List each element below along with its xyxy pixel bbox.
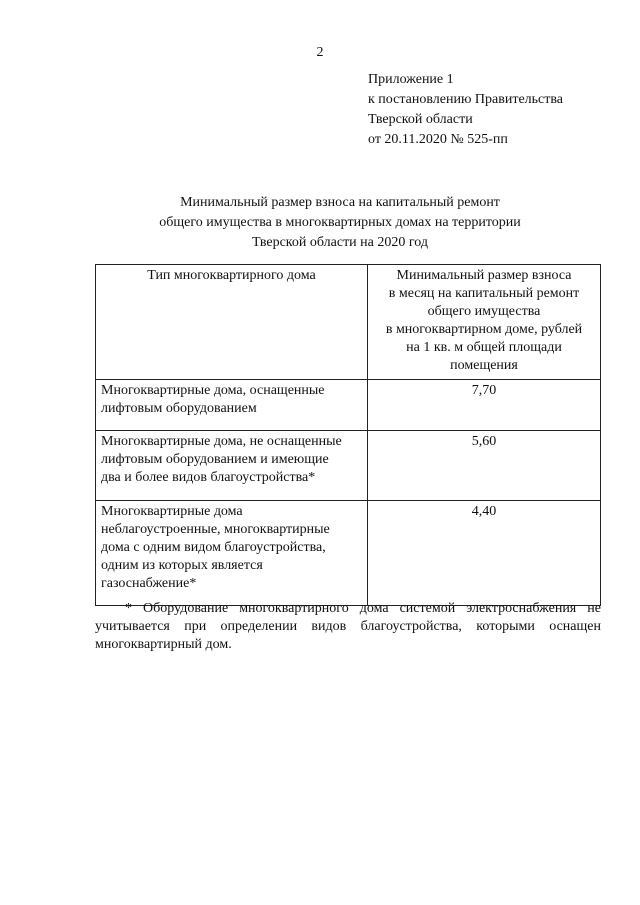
title-line: Минимальный размер взноса на капитальный ремонт bbox=[180, 195, 500, 210]
appendix-line: Тверской области bbox=[368, 112, 473, 127]
appendix-line: Приложение 1 bbox=[368, 72, 454, 87]
table-row bbox=[96, 380, 601, 431]
cell-line: Многоквартирные дома, не оснащенные bbox=[101, 434, 342, 449]
header-min-contribution bbox=[368, 265, 601, 380]
header-line: общего имущества bbox=[427, 304, 541, 319]
table-header-row bbox=[96, 265, 601, 380]
appendix-line: к постановлению Правительства bbox=[368, 92, 564, 107]
building-type-cell bbox=[96, 431, 368, 501]
page-number: 2 bbox=[316, 45, 324, 60]
building-type-cell bbox=[96, 501, 368, 606]
cell-line: одним из которых является bbox=[101, 558, 263, 573]
header-line: в многоквартирном доме, рублей bbox=[385, 322, 583, 337]
title-line: Тверской области на 2020 год bbox=[251, 235, 428, 250]
building-type-cell bbox=[96, 380, 368, 431]
header-line: помещения bbox=[450, 358, 518, 373]
header-building-type: Тип многоквартирного дома bbox=[96, 265, 368, 380]
rates-table bbox=[95, 264, 601, 606]
appendix-reference bbox=[368, 70, 628, 150]
cell-line: дома с одним видом благоустройства, bbox=[101, 540, 326, 555]
title-line: общего имущества в многоквартирных домах на территории bbox=[159, 215, 521, 230]
header-line: на 1 кв. м общей площади bbox=[406, 340, 562, 355]
footnote: * Оборудование многоквартирного дома системой электроснабжения не учитывается при определении видов благоустройства, которыми оснащен многоквартирный дом. bbox=[95, 601, 601, 652]
table-row bbox=[96, 431, 601, 501]
cell-line: два и более видов благоустройства* bbox=[101, 470, 316, 485]
header-line: в месяц на капитальный ремонт bbox=[388, 286, 580, 301]
cell-line: Многоквартирные дома bbox=[101, 504, 243, 519]
appendix-line: от 20.11.2020 № 525-пп bbox=[368, 132, 508, 147]
table-row bbox=[96, 501, 601, 606]
rate-cell: 5,60 bbox=[368, 431, 601, 501]
document-title bbox=[90, 193, 590, 253]
cell-line: газоснабжение* bbox=[101, 576, 197, 591]
cell-line: лифтовым оборудованием и имеющие bbox=[101, 452, 329, 467]
cell-line: неблагоустроенные, многоквартирные bbox=[101, 522, 330, 537]
header-line: Минимальный размер взноса bbox=[396, 268, 572, 283]
cell-line: лифтовым оборудованием bbox=[101, 401, 257, 416]
cell-line: Многоквартирные дома, оснащенные bbox=[101, 383, 325, 398]
rate-cell: 7,70 bbox=[368, 380, 601, 431]
rate-cell: 4,40 bbox=[368, 501, 601, 606]
